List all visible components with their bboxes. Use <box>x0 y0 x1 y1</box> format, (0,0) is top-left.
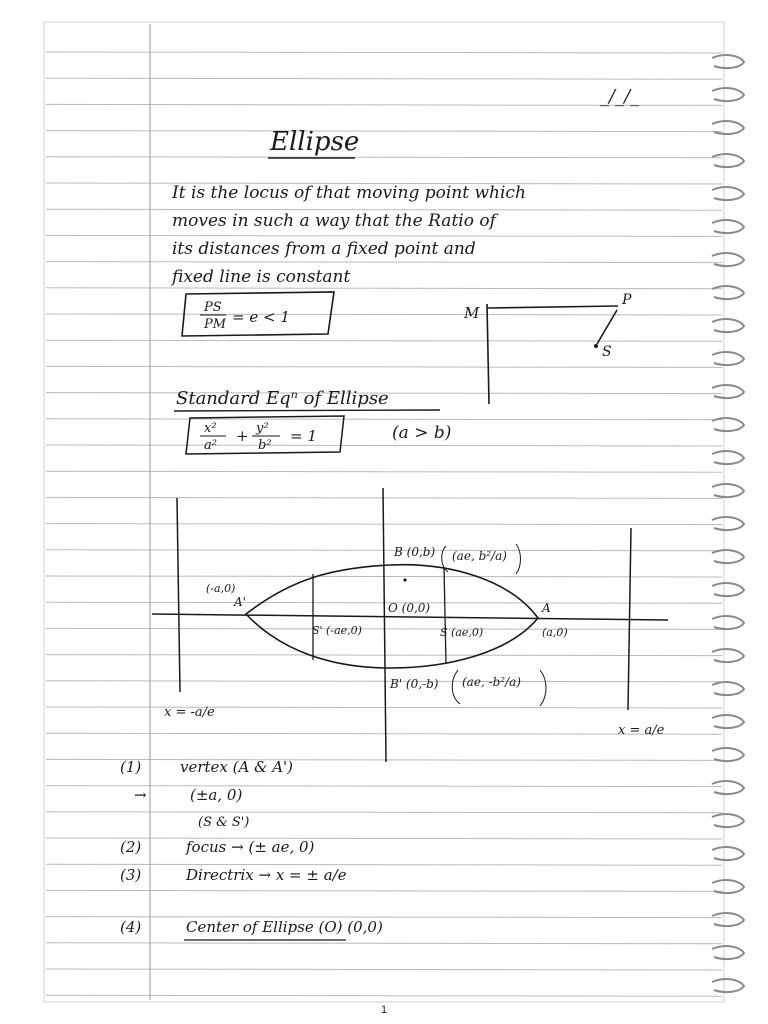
formula-numerator: PS <box>204 300 222 315</box>
label-directrix-right: x = a/e <box>618 723 665 738</box>
formula-rhs: = e < 1 <box>232 308 290 326</box>
eq-term1-den: a² <box>204 438 217 453</box>
label-b-prime: B' (0,-b) <box>390 677 439 691</box>
eq-plus: + <box>236 427 249 445</box>
label-directrix-left: x = -a/e <box>164 705 215 720</box>
eq-condition: (a > b) <box>392 423 452 443</box>
property-3-num: (3) <box>120 866 142 884</box>
label-a-left: A' <box>234 595 246 609</box>
property-2-text: focus → (± ae, 0) <box>186 838 315 856</box>
label-p: P <box>622 292 632 308</box>
eq-rhs: = 1 <box>290 427 317 445</box>
property-1-value: (±a, 0) <box>190 786 243 804</box>
label-b-point: (ae, b²/a) <box>452 549 507 563</box>
property-4-num: (4) <box>120 918 142 936</box>
property-1-text: vertex (A & A') <box>180 758 294 776</box>
definition-line-4: fixed line is constant <box>172 267 351 287</box>
property-4-text: Center of Ellipse (O) (0,0) <box>186 918 383 936</box>
property-2-num: (2) <box>120 838 142 856</box>
definition-line-3: its distances from a fixed point and <box>172 239 476 259</box>
label-s-left: S' (-ae,0) <box>312 624 362 637</box>
date-mark: _/_/_ <box>600 86 640 107</box>
eq-term1-num: x² <box>204 421 217 436</box>
label-s-right: S (ae,0) <box>440 626 484 639</box>
label-o: O (0,0) <box>388 601 431 615</box>
label-b: B (0,b) <box>394 545 436 559</box>
eq-term2-den: b² <box>258 438 272 453</box>
label-m: M <box>464 304 480 322</box>
standard-eq-heading: Standard Eqⁿ of Ellipse <box>176 388 389 409</box>
eq-term2-num: y² <box>256 421 269 436</box>
definition-line-1: It is the locus of that moving point which <box>172 183 526 203</box>
property-3-text: Directrix → x = ± a/e <box>186 866 347 884</box>
label-a-left-coord: (-a,0) <box>206 582 236 595</box>
formula-denominator: PM <box>204 317 227 332</box>
definition-line-2: moves in such a way that the Ratio of <box>172 211 496 231</box>
property-1-num: (1) <box>120 758 142 776</box>
label-s: S <box>602 344 612 360</box>
label-b-prime-point: (ae, -b²/a) <box>462 675 521 689</box>
page-title: Ellipse <box>270 127 360 157</box>
label-a-right-coord: (a,0) <box>542 626 568 639</box>
property-1-arrow: → <box>134 786 147 804</box>
label-a-right: A <box>542 601 551 615</box>
property-2-note: (S & S') <box>198 815 250 830</box>
page-number: 1 <box>380 1004 388 1016</box>
